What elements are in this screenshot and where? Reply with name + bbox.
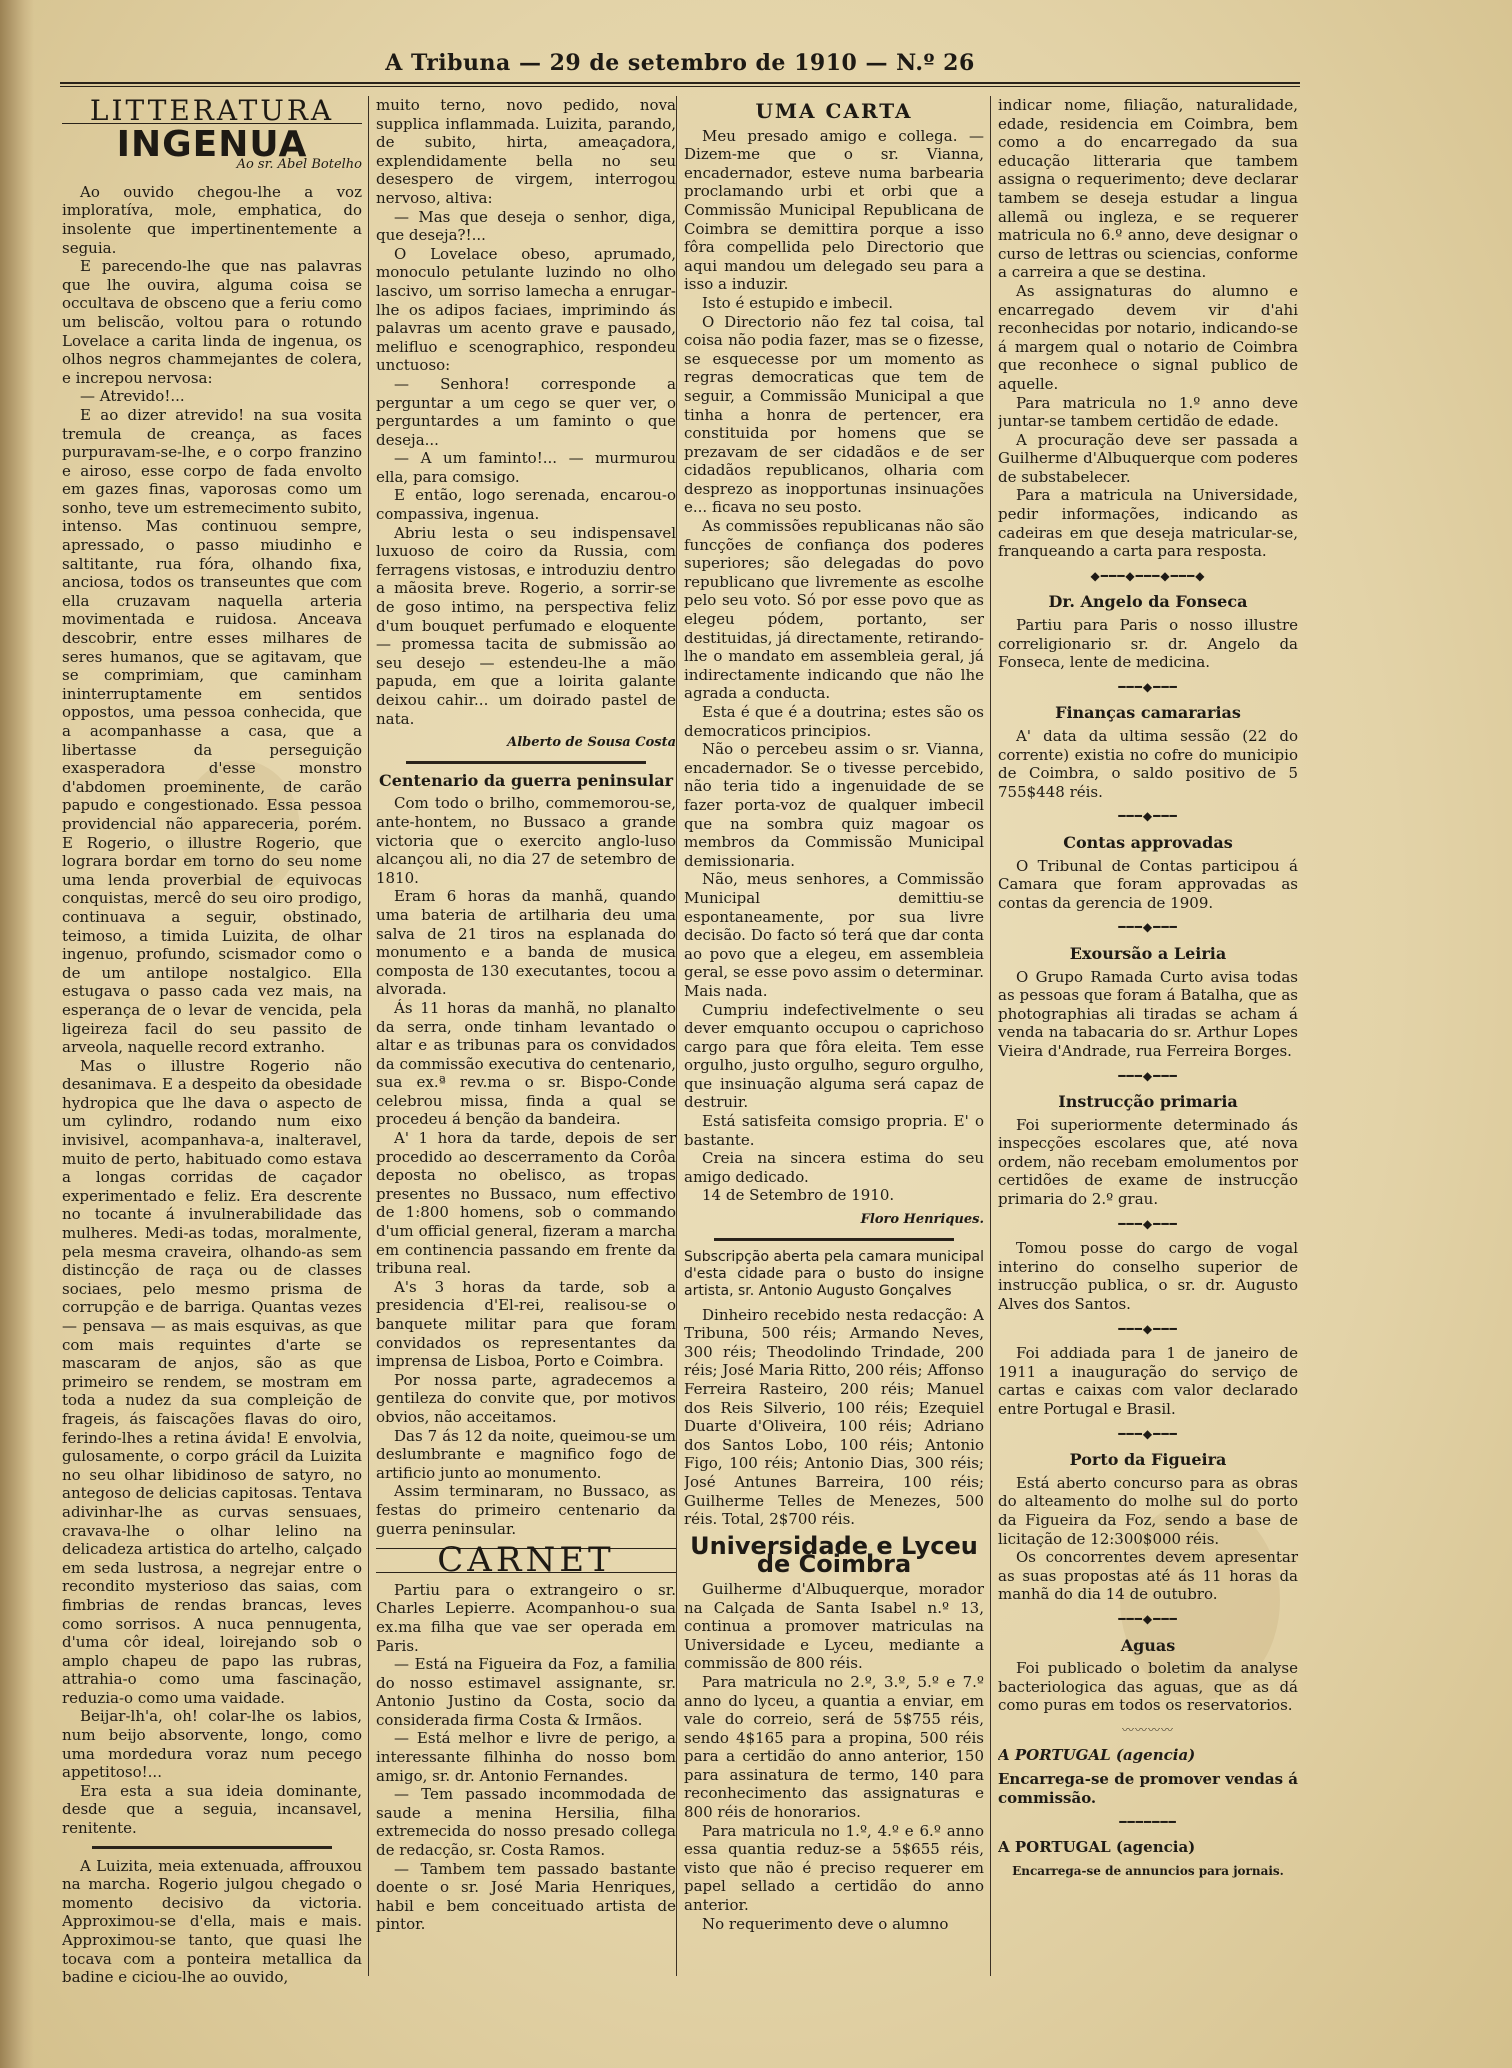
letter-paragraph: 14 de Setembro de 1910. [702, 1186, 895, 1205]
column-1 [62, 96, 362, 1987]
news-item-title: Finanças camararias [1055, 703, 1241, 723]
article-paragraph: Ás 11 horas da manhã, no planalto da serra, onde tinham levantado o altar e as tribunas para os convidados da commissão executiva do centenario, sua ex.ª rev.ma o sr. Bispo-Conde celebrou missa, finda a qual se procedeu á benção da bandeira. [376, 998, 676, 1129]
column-rule [990, 96, 991, 1976]
carnet-paragraph: Partiu para o extrangeiro o sr. Charles Lepierre. Acompanhou-o sua ex.ma filha que vae ser operada em Paris. [376, 1580, 676, 1655]
advert-text: Encarrega-se de promover vendas á commissão. [998, 1770, 1298, 1807]
column-2 [376, 96, 676, 1934]
carnet-paragraph: — Tambem tem passado bastante doente o sr. José Maria Henriques, habil e bem conceituado artista de pintor. [376, 1859, 676, 1934]
university-paragraph: Para matricula no 2.º, 3.º, 5.º e 7.º anno do lyceu, a quantia a enviar, em vale do correio, será de 5$755 réis, sendo 4$165 para a propina, 500 réis para a certidão do anno anterior, 150 para assinatura de termo, 140 para reconhecimento das assignaturas e 800 réis de honorarios. [684, 1672, 984, 1822]
ornament-divider: ━━━◆━━━ [1118, 1068, 1178, 1083]
university-paragraph: As assignaturas do alumno e encarregado devem vir d'ahi reconhecidas por notario, indicando-se á margem qual o notario de Coimbra que reconhece o signal publico de aquelle. [998, 281, 1298, 393]
column-3 [684, 96, 984, 1933]
column-4 [998, 96, 1298, 1881]
page-gutter-shadow [0, 0, 34, 2068]
story-paragraph: — Atrevido!... [80, 387, 185, 406]
letter-paragraph: Isto é estupido e imbecil. [702, 293, 894, 312]
story-paragraph: Beijar-lh'a, oh! colar-lhe os labios, num beijo absorvente, longo, como uma mordedura voraz num pecego appetitoso!... [62, 1707, 362, 1782]
divider [92, 1846, 332, 1849]
university-paragraph: Para a matricula na Universidade, pedir informações, indicando as cadeiras em que deseja matricular-se, franqueando a carta para resposta. [998, 486, 1298, 561]
carnet-paragraph: — Tem passado incommodada de saude a menina Hersilia, filha extremecida do nosso presado collega de redacção, sr. Costa Ramos. [376, 1785, 676, 1860]
article-paragraph: Assim terminaram, no Bussaco, as festas do primeiro centenario da guerra peninsular. [376, 1482, 676, 1538]
news-item-title: Exoursão a Leiria [1069, 943, 1227, 963]
article-paragraph: Por nossa parte, agradecemos a gentileza do convite que, por motivos obvios, não acceitamos. [376, 1370, 676, 1426]
ornament-divider: ━━━◆━━━ [1118, 1216, 1178, 1231]
news-item-title: Dr. Angelo da Fonseca [1048, 592, 1248, 612]
article-paragraph: Das 7 ás 12 da noite, queimou-se um deslumbrante e magnifico fogo de artificio junto ao monumento. [376, 1426, 676, 1482]
news-item-title: Aguas [1120, 1635, 1176, 1655]
letter-paragraph: Creia na sincera estima do seu amigo dedicado. [684, 1149, 984, 1186]
letter-paragraph: Meu presado amigo e collega. — Dizem-me que o sr. Vianna, encadernador, esteve numa barbearia proclamando urbi et orbi que a Commissão Municipal Republicana de Coimbra se demittira porque a isso fôra compellida pelo Directorio que aqui mandou um delegado seu para a isso a induzir. [684, 126, 984, 294]
story-title: INGENUA [116, 123, 308, 165]
letter-paragraph: O Directorio não fez tal coisa, tal coisa não podia fazer, mas se o fizesse, se esquecesse por um momento as regras democraticas que tem de seguir, a Commissão Municipal a que tinha a honra de pertencer, era constituida por homens que se prezavam de ser cidadãos e de ser cidadãos republicanos, olharia com desprezo as inopportunas insinuações e... ficava no seu posto. [684, 312, 984, 517]
university-paragraph: Para matricula no 1.º anno deve juntar-se tambem certidão de edade. [998, 393, 1298, 431]
ornament-divider: ━━━◆━━━ [1118, 1426, 1178, 1441]
story-paragraph: — Mas que deseja o senhor, diga, que deseja?!... [376, 207, 676, 245]
letter-paragraph: As commissões republicanas não são funcções de confiança dos poderes superiores; são delegadas do povo republicano que livremente as escolhe pelo seu voto. Só por esse povo que as elegeu pódem, portanto, ser destituidas, já directamente, retirando-lhe o mandato em assembleia geral, já indirectamente indicando que não lhe agrada a conducta. [684, 517, 984, 703]
column-rule [676, 96, 677, 1976]
university-paragraph: A procuração deve ser passada a Guilherme d'Albuquerque com poderes de substabelecer. [998, 430, 1298, 486]
carnet-paragraph: — Está na Figueira da Foz, a familia do nosso estimavel assignante, sr. Antonio Justino da Costa, socio da considerada firma Costa & Irmãos. [376, 1655, 676, 1729]
story-paragraph: E ao dizer atrevido! na sua vosita tremula de creança, as faces purpuravam-se-lhe, e o corpo franzino e airoso, esse corpo de fada envolto em gazes finas, vaporosas como um sonho, teve um estremecimento subito, intenso. Mas continuou sempre, apressado, o passo miudinho e saltitante, rua fóra, olhando fixa, anciosa, todos os transeuntes que com ella cruzavam naquella arteria movimentada e ruidosa. Anceava descobrir, entre esses milhares de seres humanos, que se agitavam, que se comprimiam, que caminham ininterruptamente em sentidos oppostos, uma pessoa conhecida, que a acompanhasse a casa, que a libertasse da perseguição exasperadora d'esse monstro d'abdomen proeminente, de carão papudo e congestionado. Essa pessoa providencial não appareceria, porém. E Rogerio, o illustre Rogerio, que lograra bordar em torno do seu nome uma lenda proverbial de equivocas conquistas, mercê do seu oiro prodigo, continuava a seguir, obstinado, teimoso, a timida Luizita, de olhar ingenuo, profundo, scismador como o de um antilope nostalgico. Ella estugava o passo cada vez mais, na esperança de o levar de vencida, pela ligeireza facil do seu passito de arveola, naquelle record extranho. [62, 405, 362, 1057]
article-paragraph: Eram 6 horas da manhã, quando uma bateria de artilharia deu uma salva de 21 tiros na esplanada do monumento e a banda de musica composta de 130 executantes, tocou a alvorada. [376, 887, 676, 999]
letter-paragraph: Está satisfeita comsigo propria. E' o bastante. [684, 1112, 984, 1149]
story-paragraph: muito terno, novo pedido, nova supplica inflammada. Luizita, parando, de subito, hirta, ameaçadora, explendidamente bella no seu desespero de virgem, interrogou nervoso, altiva: [376, 96, 676, 207]
news-item-text: Foi publicado o boletim da analyse bacteriologica das aguas, que as dá como puras em todos os reservatorios. [998, 1659, 1298, 1715]
article-title: Centenario da guerra peninsular [378, 770, 673, 790]
story-paragraph: Ao ouvido chegou-lhe a voz imploratíva, mole, emphatica, do insolente que impertinentemente a seguia. [62, 182, 362, 257]
news-item-text: O Tribunal de Contas participou á Camara que foram approvadas as contas da gerencia de 1909. [998, 856, 1298, 912]
university-paragraph: Guilherme d'Albuquerque, morador na Calçada de Santa Isabel n.º 13, continua a promover matriculas na Universidade e Lyceu, mediante a commissão de 800 réis. [684, 1579, 984, 1673]
letter-paragraph: Cumpriu indefectivelmente o seu dever emquanto occupou o caprichoso cargo para que fôra eleita. Tem esse orgulho, justo orgulho, seguro orgulho, que insinuação alguma será capaz de destruir. [684, 1000, 984, 1112]
ornament-divider: ━━━━━━━ [1119, 1815, 1177, 1830]
news-item-title: Porto da Figueira [1069, 1450, 1227, 1470]
letter-signature: Floro Henriques. [860, 1212, 984, 1228]
ornament-divider: 〰〰〰〰 [1121, 1722, 1174, 1737]
university-paragraph: indicar nome, filiação, naturalidade, edade, residencia em Coimbra, bem como a do encarregado da sua educação litteraria que tambem assigna o requerimento; deve declarar tambem se deseja estudar a lingua allemã ou ingleza, e se requerer matricula no 6.º anno, deve designar o curso de lettras ou sciencias, conforme a carreira a que se destina. [998, 96, 1298, 282]
article-paragraph: A' 1 hora da tarde, depois de ser procedido ao descerramento da Corôa deposta no obelisco, as tropas presentes no Bussaco, num effectivo de 1:800 homens, sob o commando d'um official general, fizeram a marcha em continencia passando em frente da tribuna real. [376, 1129, 676, 1278]
news-item-text: O Grupo Ramada Curto avisa todas as pessoas que foram á Batalha, que as photographias ali tiradas se acham á venda na tabacaria do sr. Arthur Lopes Vieira d'Andrade, rua Ferreira Borges. [998, 967, 1298, 1060]
article-paragraph: A's 3 horas da tarde, sob a presidencia d'El-rei, realisou-se o banquete militar para que foram convidados os representantes da imprensa de Lisboa, Porto e Coimbra. [376, 1277, 676, 1371]
ornament-divider: ━━━◆━━━ [1118, 809, 1178, 824]
story-paragraph: Abriu lesta o seu indispensavel luxuoso de coiro da Russia, com ferragens vistosas, e introduziu dentro a mãosita breve. Rogerio, a sorrir-se de goso intimo, na perspectiva feliz d'um bouquet perfumado e eloquente — promessa tacita de submissão ao seu desejo — estendeu-lhe a mão papuda, em que a loirita galante deixou cahir... um doirado pastel de nata. [376, 523, 676, 728]
letter-paragraph: Não o percebeu assim o sr. Vianna, encadernador. Se o tivesse percebido, não teria tido a ingenuidade de se fazer porta-voz de qualquer imbecil que na sombra quiz magoar os membros da Commissão Municipal demissionaria. [684, 740, 984, 870]
letter-paragraph: Não, meus senhores, a Commissão Municipal demittiu-se espontaneamente, por sua livre decisão. Do facto só terá que dar conta ao povo que a elegeu, em assembleia geral, se esse povo assim o determinar. Mais nada. [684, 870, 984, 1000]
ornament-divider: ━━━◆━━━ [1118, 1611, 1178, 1626]
story-paragraph: O Lovelace obeso, aprumado, monoculo petulante luzindo no olho lascivo, um sorriso lamecha a enrugar-lhe os adipos faciaes, imprimindo ás palavras um acento grave e pausado, melifluo e scenographico, respondeu unctuoso: [376, 244, 676, 375]
university-title: Universidade e Lyceu de Coimbra [690, 1531, 978, 1579]
header-rule [60, 82, 1300, 84]
story-paragraph: A Luizita, meia extenuada, affrouxou na marcha. Rogerio julgou chegado o momento decisivo da victoria. Approximou-se d'ella, mais e mais. Approximou-se tanto, que quasi lhe tocava com a ponteira metallica da badine e ciciou-lhe ao ouvido, [62, 1856, 362, 1987]
university-paragraph: No requerimento deve o alumno [702, 1914, 949, 1933]
ornament-divider: ◆━━━◆━━━◆━━━◆ [1090, 568, 1206, 583]
divider [714, 1238, 954, 1241]
story-paragraph: Era esta a sua ideia dominante, desde que a seguia, incansavel, renitente. [62, 1781, 362, 1838]
news-item-text: Tomou posse do cargo de vogal interino do conselho superior de instrucção publica, o sr. dr. Augusto Alves dos Santos. [998, 1239, 1298, 1314]
letter-title: UMA CARTA [755, 99, 913, 123]
news-item-text: Foi addiada para 1 de janeiro de 1911 a inauguração do serviço de cartas e caixas com valor declarado entre Portugal e Brasil. [998, 1344, 1298, 1418]
news-item-text: Está aberto concurso para as obras do alteamento do molhe sul do porto da Figueira da Foz, sendo a base de licitação de 12:300$000 réis. [998, 1473, 1298, 1548]
ornament-divider: ━━━◆━━━ [1118, 920, 1178, 935]
story-paragraph: Mas o illustre Rogerio não desanimava. E a despeito da obesidade hydropica que lhe dava o aspecto de um cylindro, rodando num eixo invisivel, acompanhava-a, inalteravel, muito de perto, habituado como estava a longas corridas de caçador experimentado e feliz. Era descrente no tocante á invulnerabilidade das mulheres. Medi-as todas, moralmente, pela mesma craveira, olhando-as sem distincção de raça ou de classes sociaes, pelo mesmo prisma de corrupção e de barriga. Quantas vezes — pensava — as mais esquivas, as que com mais requintes d'arte se mascaram de anjos, são as que primeiro se rendem, se mostram em toda a nudez da sua compleição de frageis, ás faiscações flavas do oiro, ferindo-lhes a retina ávida! E envolvia, gulosamente, o corpo grácil da Luizita no seu olhar libidinoso de satyro, no antegoso de delicias capitosas. Tentava adivinhar-lhe as curvas sensuaes, cravava-lhe o olhar lelino na delicadeza artistica do artelho, calçado em seda lustrosa, a negrejar entre o recondito mysterioso das saias, com fimbrias de rendas brancas, leves como sorrisos. A nuca pennugenta, d'uma côr ideal, loirejando sob o amplo chapeu de papo las rubras, attrahia-o como uma fascinação, reduzia-o como uma vaidade. [62, 1056, 362, 1707]
news-item-title: Contas approvadas [1063, 832, 1233, 852]
carnet-paragraph: — Está melhor e livre de perigo, a interessante filhinha do nosso bom amigo, sr. dr. Antonio Fernandes. [376, 1729, 676, 1785]
story-paragraph: — A um faminto!... — murmurou ella, para comsigo. [376, 449, 676, 486]
advert-name: A PORTUGAL (agencia) [998, 1745, 1196, 1764]
subscription-title: Subscripção aberta pela camara municipal d'esta cidade para o busto do insigne artista, sr. Antonio Augusto Gonçalves [684, 1248, 984, 1299]
news-item-title: Instrucção primaria [1058, 1092, 1238, 1112]
story-paragraph: — Senhora! corresponde a perguntar a um cego se quer ver, o perguntardes a um faminto o que deseja... [376, 374, 676, 449]
university-paragraph: Para matricula no 1.º, 4.º e 6.º anno essa quantia reduz-se a 5$655 réis, visto que não é preciso requerer em papel sellado a certidão do anno anterior. [684, 1821, 984, 1915]
column-rule [368, 96, 369, 1976]
story-paragraph: E parecendo-lhe que nas palavras que lhe ouvira, alguma coisa se occultava de obsceno que a feriu como um beliscão, voltou para o rotundo Lovelace a carita linda de ingenua, os olhos negros chammejantes de colera, e increpou nervosa: [62, 257, 362, 387]
story-dedication: Ao sr. Abel Botelho [236, 157, 362, 173]
section-title: LITTERATURA [62, 102, 362, 124]
letter-paragraph: Esta é que é a doutrina; estes são os democraticos principios. [684, 703, 984, 740]
story-signature: Alberto de Sousa Costa [507, 735, 676, 751]
news-item-text: A' data da ultima sessão (22 do corrente) existia no cofre do municipio de Coimbra, o saldo positivo de 5 755$448 réis. [998, 727, 1298, 801]
news-item-text: Foi superiormente determinado ás inspecções escolares que, até nova ordem, não recebam emolumentos por certidões de exame de instrucção primaria do 2.º grau. [998, 1115, 1298, 1209]
subscription-paragraph: Dinheiro recebido nesta redacção: A Tribuna, 500 réis; Armando Neves, 300 réis; Theodolindo Trindade, 200 réis; José Maria Ritto, 200 réis; Affonso Ferreira Rasteiro, 200 réis; Manuel dos Reis Silverio, 100 réis; Ezequiel Duarte d'Oliveira, 100 réis; Adriano dos Santos Lobo, 100 réis; Antonio Figo, 100 réis; Antonio Dias, 300 réis; José Antunes Barreira, 100 réis; Guilherme Telles de Menezes, 500 réis. Total, 2$700 réis. [684, 1305, 984, 1529]
ornament-divider: ━━━◆━━━ [1118, 1321, 1178, 1336]
article-paragraph: Com todo o brilho, commemorou-se, ante-hontem, no Bussaco a grande victoria que o exercito anglo-luso alcançou ali, no dia 27 de setembro de 1810. [376, 794, 676, 887]
advert-name: A PORTUGAL (agencia) [998, 1837, 1196, 1856]
ornament-divider: ━━━◆━━━ [1118, 679, 1178, 694]
carnet-title: CARNET [376, 1548, 676, 1573]
divider [406, 761, 646, 764]
advert-text: Encarrega-se de annuncios para jornais. [1012, 1864, 1284, 1879]
story-paragraph: E então, logo serenada, encarou-o compassiva, ingenua. [376, 486, 676, 524]
header-rule [60, 86, 1300, 87]
news-item-text: Partiu para Paris o nosso illustre correligionario sr. dr. Angelo da Fonseca, lente de medicina. [998, 616, 1298, 672]
news-item-text: Os concorrentes devem apresentar as suas propostas até ás 11 horas da manhã do dia 14 de outubro. [998, 1548, 1298, 1604]
page-header: A Tribuna — 29 de setembro de 1910 — N.º 26 [385, 50, 975, 76]
